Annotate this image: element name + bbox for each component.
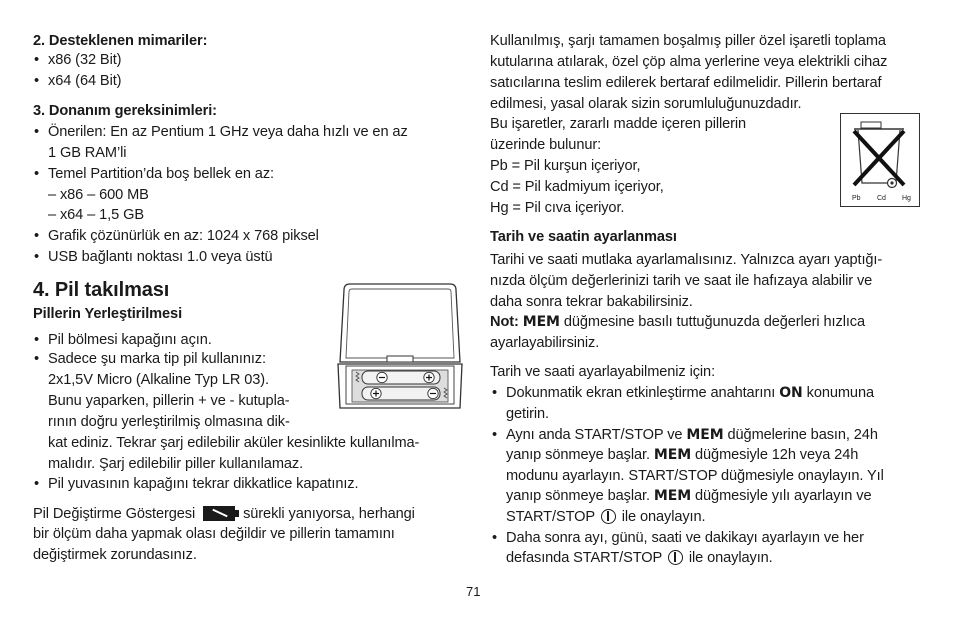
page-number: 71 bbox=[466, 584, 481, 599]
bin-label-pb: Pb bbox=[852, 195, 861, 202]
disposal-paragraph-cont: kutularına atılarak, özel çöp alma yerlerine veya elektrikli cihaz bbox=[490, 54, 888, 70]
list-item: • x64 (64 Bit) bbox=[48, 72, 121, 90]
list-item: • Daha sonra ayı, günü, saati ve dakikayı ayarlayın ve her bbox=[506, 529, 864, 547]
list-item: • Temel Partition’da boş bellek en az: bbox=[48, 165, 274, 183]
date-time-paragraph: Tarihi ve saati mutlaka ayarlamalısınız. Yalnızca ayarı yaptığı- bbox=[490, 252, 883, 268]
list-item-cont: yanıp sönmeye başlar. MEM düğmesiyle yılı ayarlayın ve bbox=[506, 488, 872, 504]
list-item: • Aynı anda START/STOP ve MEM düğmelerine basın, 24h bbox=[506, 426, 878, 444]
marks-pb: Pb = Pil kurşun içeriyor, bbox=[490, 158, 641, 174]
disposal-paragraph: Kullanılmış, şarjı tamamen boşalmış piller özel işaretli toplama bbox=[490, 33, 886, 49]
mem-label: MEM bbox=[686, 427, 724, 443]
list-item: • Önerilen: En az Pentium 1 GHz veya daha hızlı ve en az bbox=[48, 123, 408, 141]
disposal-paragraph-cont: edilmesi, yasal olarak sizin sorumluluğunuzdadır. bbox=[490, 96, 802, 112]
marks-cd: Cd = Pil kadmiyum içeriyor, bbox=[490, 179, 664, 195]
list-item-cont: START/STOP ile onaylayın. bbox=[506, 509, 706, 525]
list-item: • Pil bölmesi kapağını açın. bbox=[48, 331, 212, 349]
mem-label: MEM bbox=[653, 488, 692, 504]
list-item: • Sadece şu marka tip pil kullanınız: bbox=[48, 350, 266, 368]
list-item-cont: 2x1,5V Micro (Alkaline Typ LR 03). bbox=[48, 372, 270, 388]
list-item-cont: malıdır. Şarj edilebilir piller kullanılamaz. bbox=[48, 456, 304, 472]
setup-intro: Tarih ve saati ayarlayabilmeniz için: bbox=[490, 364, 716, 380]
marks-paragraph-cont: üzerinde bulunur: bbox=[490, 137, 602, 153]
indicator-paragraph-cont: bir ölçüm daha yapmak olası değildir ve pillerin tamamını bbox=[33, 526, 395, 542]
battery-indicator-icon bbox=[203, 506, 235, 521]
date-time-paragraph-cont: daha sonra tekrar bakabilirsiniz. bbox=[490, 294, 693, 310]
list-item: • Pil yuvasının kapağını tekrar dikkatlice kapatınız. bbox=[48, 475, 358, 493]
marks-paragraph: Bu işaretler, zararlı madde içeren pillerin bbox=[490, 116, 747, 132]
list-item: • Dokunmatik ekran etkinleştirme anahtarını ON konumuna bbox=[506, 384, 874, 402]
date-time-title: Tarih ve saatin ayarlanması bbox=[490, 229, 677, 245]
bin-label-hg: Hg bbox=[902, 195, 911, 202]
list-item-cont: kat ediniz. Tekrar şarj edilebilir aküler kesinlikte kullanılma- bbox=[48, 435, 420, 451]
indicator-paragraph-cont: değiştirmek zorundasınız. bbox=[33, 547, 197, 563]
section-2-title: 2. Desteklenen mimariler: bbox=[33, 33, 208, 49]
list-item-cont: modunu ayarlayın. START/STOP düğmesiyle onaylayın. Yıl bbox=[506, 468, 884, 484]
list-item-cont: – x86 – 600 MB bbox=[48, 187, 149, 203]
section-4-title: 4. Pil takılması bbox=[33, 279, 170, 301]
date-time-paragraph-cont: nızda ölçüm değerlerinizi tarih ve saat ile hafızaya alabilir ve bbox=[490, 273, 873, 289]
list-item-cont: Bunu yaparken, pillerin + ve - kutupla- bbox=[48, 393, 290, 409]
bin-label-cd: Cd bbox=[877, 195, 886, 202]
note-paragraph: Not: MEM düğmesine basılı tuttuğunuzda değerleri hızlıca bbox=[490, 314, 866, 330]
list-item-cont: getirin. bbox=[506, 406, 550, 422]
list-item-cont: rının doğru yerleştirilmiş olmasına dik- bbox=[48, 414, 290, 430]
disposal-paragraph-cont: satıcılarına teslim edilerek bertaraf edilmelidir. Pillerin bertaraf bbox=[490, 75, 882, 91]
start-stop-icon bbox=[601, 509, 616, 524]
list-item-cont: defasında START/STOP ile onaylayın. bbox=[506, 550, 773, 566]
mem-label: MEM bbox=[522, 314, 560, 330]
section-4-subtitle: Pillerin Yerleştirilmesi bbox=[33, 306, 183, 322]
start-stop-icon bbox=[668, 550, 683, 565]
indicator-paragraph: Pil Değiştirme Göstergesi sürekli yanıyorsa, herhangi bbox=[33, 506, 415, 522]
list-item-cont: – x64 – 1,5 GB bbox=[48, 207, 144, 223]
battery-compartment-illustration bbox=[332, 280, 468, 412]
mem-label: MEM bbox=[653, 447, 692, 463]
on-label: ON bbox=[779, 385, 803, 401]
section-3-title: 3. Donanım gereksinimleri: bbox=[33, 103, 217, 119]
list-item-cont: yanıp sönmeye başlar. MEM düğmesiyle 12h veya 24h bbox=[506, 447, 859, 463]
list-item-cont: 1 GB RAM’li bbox=[48, 145, 127, 161]
list-item: • USB bağlantı noktası 1.0 veya üstü bbox=[48, 248, 273, 266]
marks-hg: Hg = Pil cıva içeriyor. bbox=[490, 200, 625, 216]
crossed-bin-icon bbox=[840, 113, 920, 207]
list-item: • Grafik çözünürlük en az: 1024 x 768 piksel bbox=[48, 227, 319, 245]
list-item: • x86 (32 Bit) bbox=[48, 51, 121, 69]
note-paragraph-cont: ayarlayabilirsiniz. bbox=[490, 335, 600, 351]
